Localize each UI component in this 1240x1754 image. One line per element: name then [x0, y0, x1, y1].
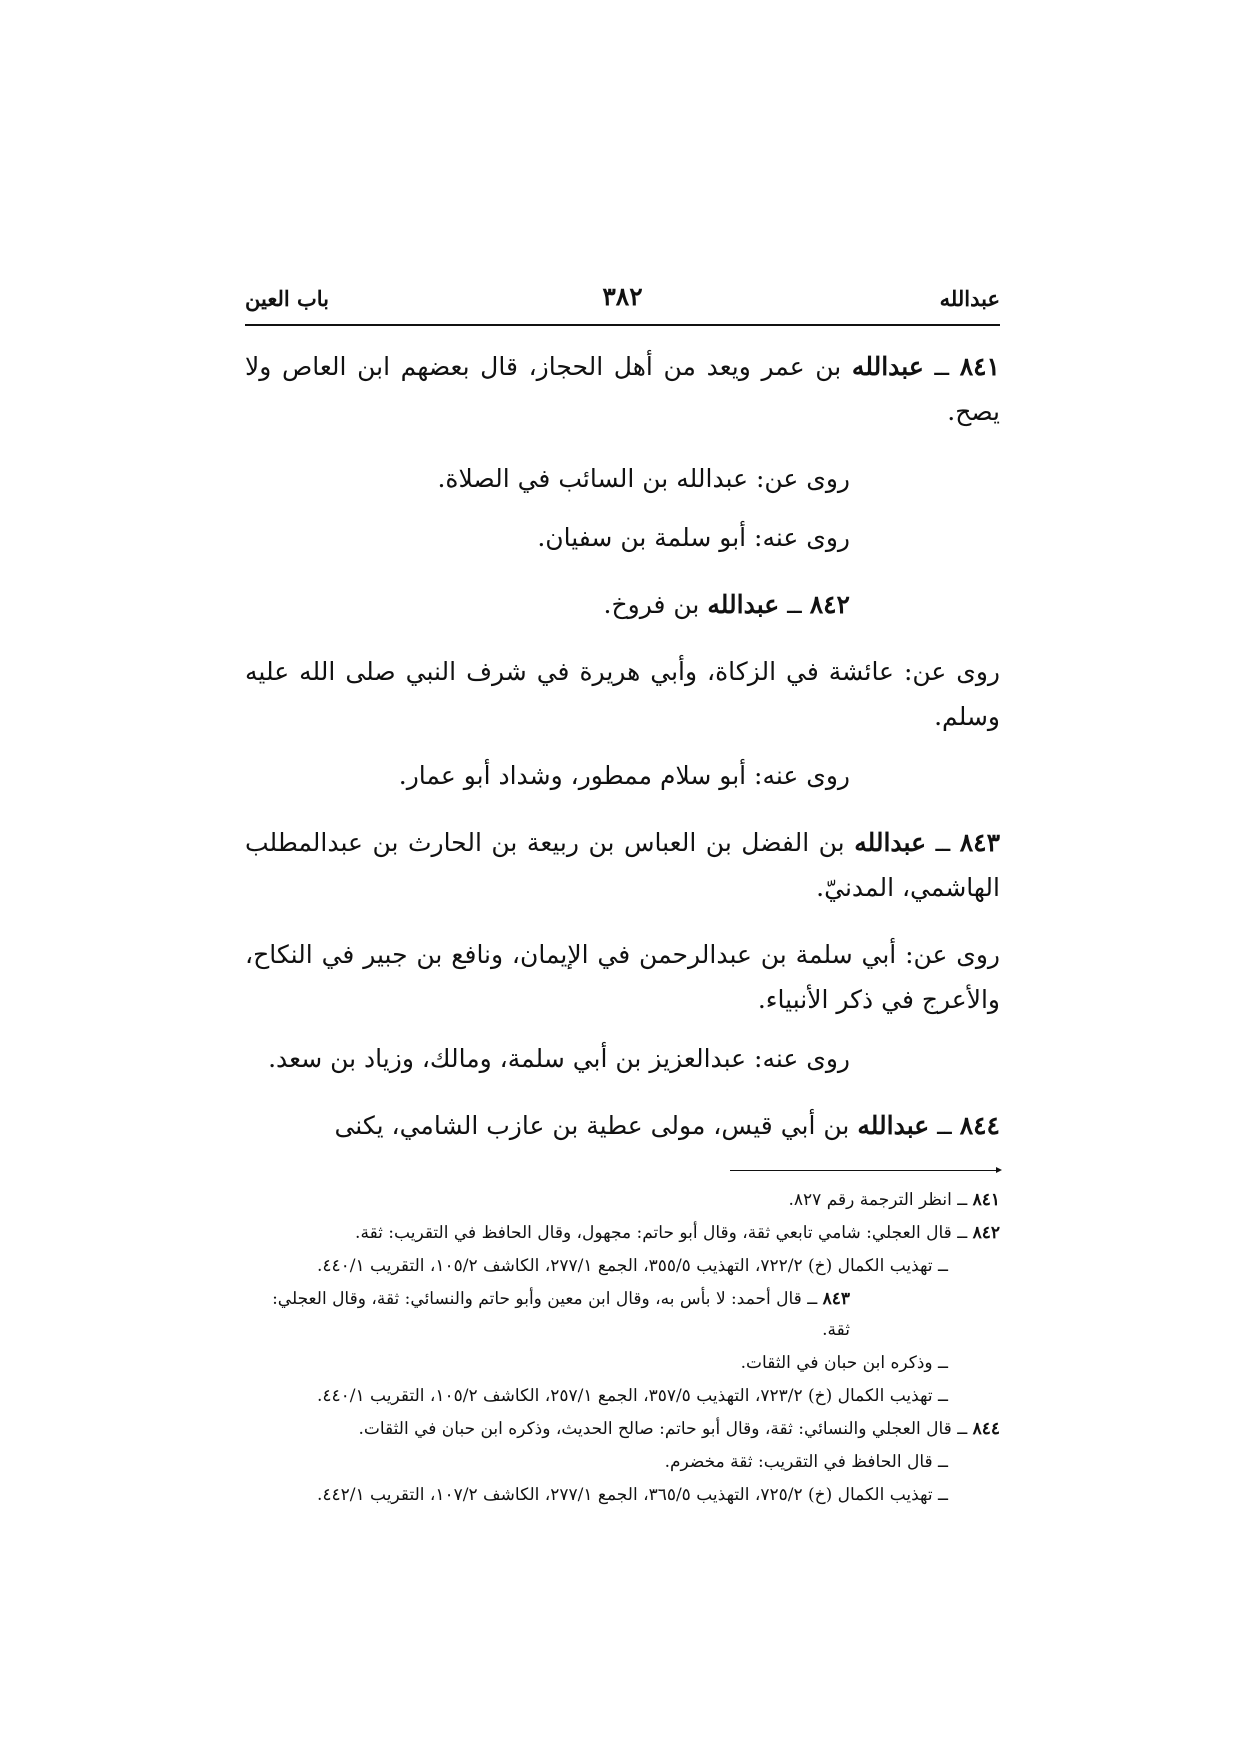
entry-narrated-from: روى عن: عائشة في الزكاة، وأبي هريرة في شرف النبي صلى الله عليه وسلم. [245, 657, 1000, 731]
entry-text: بن عمر ويعد من أهل الحجاز، قال بعضهم ابن العاص ولا يصح. [245, 352, 1000, 426]
footnote-844: ٨٤٤ ــ قال العجلي والنسائي: ثقة، وقال أبو حاتم: صالح الحديث، وذكره ابن حبان في الثقات. [358, 1419, 1000, 1439]
biography-entries [245, 344, 1000, 1148]
footnote-number: ٨٤٤ [972, 1419, 1000, 1439]
entry-narrated-by: روى عنه: أبو سلام ممطور، وشداد أبو عمار. [398, 761, 850, 790]
footnote-line: ــ وذكره ابن حبان في الثقات. [740, 1353, 948, 1373]
entry-name: عبدالله [851, 352, 924, 381]
footnote-line: قال العجلي: شامي تابعي ثقة، وقال أبو حاتم: مجهول، وقال الحافظ في التقريب: ثقة. [355, 1223, 952, 1243]
entry-narrated-by: روى عنه: عبدالعزيز بن أبي سلمة، ومالك، وزياد بن سعد. [268, 1044, 850, 1073]
entry-number: ٨٤٢ [809, 590, 850, 619]
footnote-line: قال العجلي والنسائي: ثقة، وقال أبو حاتم: صالح الحديث، وذكره ابن حبان في الثقات. [358, 1419, 952, 1439]
header-divider [245, 324, 1000, 326]
entry-number: ٨٤١ [959, 352, 1000, 381]
page-header [245, 272, 1000, 322]
page-number: ٣٨٢ [602, 282, 643, 311]
entry-number: ٨٤٣ [959, 828, 1001, 857]
entry-narrated-by: روى عنه: أبو سلمة بن سفيان. [537, 523, 850, 552]
entry-narrated-from: روى عن: عبدالله بن السائب في الصلاة. [437, 464, 850, 493]
footnote-line: ــ تهذيب الكمال (خ) ٧٢٥/٢، التهذيب ٣٦٥/٥، الجمع ٢٧٧/١، الكاشف ١٠٧/٢، التقريب ٤٤٢/١. [316, 1485, 948, 1505]
entry-name: عبدالله [857, 1111, 930, 1140]
entry-844: ٨٤٤ ــ عبدالله بن أبي قيس، مولى عطية بن عازب الشامي، يكنى [334, 1111, 1000, 1140]
entry-text: بن فروخ. [603, 590, 700, 619]
footnote-line: ــ قال الحافظ في التقريب: ثقة مخضرم. [664, 1452, 948, 1472]
footnote-line: قال أحمد: لا بأس به، وقال ابن معين وأبو حاتم والنسائي: ثقة، وقال العجلي: ثقة. [272, 1289, 850, 1340]
entry-843: ٨٤٣ ــ عبدالله بن الفضل بن العباس بن ربيعة بن الحارث بن عبدالمطلب الهاشمي، المدنيّ. [245, 828, 1001, 902]
book-page [245, 272, 1000, 1513]
entry-narrated-from: روى عن: أبي سلمة بن عبدالرحمن في الإيمان، ونافع بن جبير في النكاح، والأعرج في ذكر الأنبياء. [245, 940, 1000, 1014]
footnote-number: ٨٤٢ [972, 1223, 1000, 1243]
entry-number: ٨٤٤ [959, 1111, 1000, 1140]
header-entry-name: عبدالله [939, 286, 1000, 311]
footnote-number: ٨٤٣ [822, 1289, 850, 1309]
footnote-841: ٨٤١ ــ انظر الترجمة رقم ٨٢٧. [788, 1190, 1000, 1210]
header-chapter-title: باب العين [245, 286, 330, 311]
entry-842: ٨٤٢ ــ عبدالله بن فروخ. [603, 590, 850, 619]
footnote-divider [730, 1170, 1000, 1171]
footnote-line: ــ تهذيب الكمال (خ) ٧٢٢/٢، التهذيب ٣٥٥/٥، الجمع ٢٧٧/١، الكاشف ١٠٥/٢، التقريب ٤٤٠/١. [316, 1256, 948, 1276]
footnote-line: انظر الترجمة رقم ٨٢٧. [788, 1190, 952, 1210]
entry-name: عبدالله [707, 590, 780, 619]
footnote-842: ٨٤٢ ــ قال العجلي: شامي تابعي ثقة، وقال أبو حاتم: مجهول، وقال الحافظ في التقريب: ثقة. [355, 1223, 1000, 1243]
footnote-number: ٨٤١ [972, 1190, 1000, 1210]
footnotes [245, 1185, 1000, 1511]
entry-text: بن أبي قيس، مولى عطية بن عازب الشامي، يكنى [334, 1111, 850, 1140]
footnote-line: ــ تهذيب الكمال (خ) ٧٢٣/٢، التهذيب ٣٥٧/٥، الجمع ٢٥٧/١، الكاشف ١٠٥/٢، التقريب ٤٤٠/١. [316, 1386, 948, 1406]
entry-841: ٨٤١ ــ عبدالله بن عمر ويعد من أهل الحجاز، قال بعضهم ابن العاص ولا يصح. [245, 352, 1000, 426]
entry-text: بن الفضل بن العباس بن ربيعة بن الحارث بن عبدالمطلب الهاشمي، المدنيّ. [245, 828, 1000, 902]
footnote-843: ٨٤٣ ــ قال أحمد: لا بأس به، وقال ابن معين وأبو حاتم والنسائي: ثقة، وقال العجلي: ثقة. [272, 1289, 850, 1340]
entry-name: عبدالله [854, 828, 927, 857]
